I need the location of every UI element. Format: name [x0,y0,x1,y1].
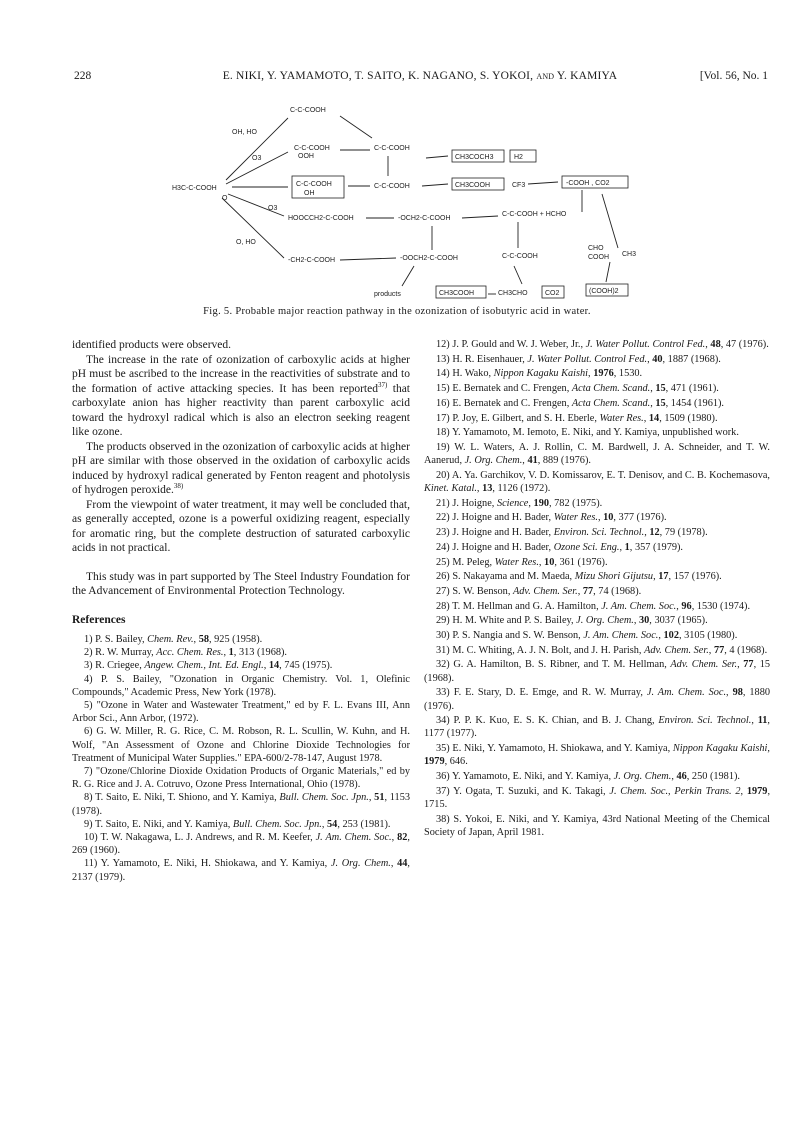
reference-n: 24) [436,541,450,553]
reference-v: 1 [228,647,234,659]
reference-v: 15 [655,383,666,395]
reference-j: Adv. Chem. Ser. [644,644,709,656]
reference-pre: T. M. Hellman and G. A. Hamilton, [452,600,602,612]
reference-item [424,353,770,366]
reference-post: , 269 (1960). [72,832,410,857]
reference-v: 98 [732,687,743,699]
label-cf3: CF3 [512,182,526,189]
paragraph-products-text: The products observed in the ozonization of carboxylic acids at higher pH are similar with those observed in the oxidation of carboxylic acids induced by hydroxyl radical generated by Fenton reagent and photolysis of hydrogen peroxide. [72,440,410,496]
reference-pre: S. Yokoi, E. Niki, and Y. Kamiya, 43rd National Meeting of the Chemical Society of Japan, April 1981. [424,813,770,838]
reference-j: Water Res. [494,556,539,568]
reference-n: 30) [436,630,450,642]
reference-pre: G. A. Hamilton, B. S. Ribner, and T. M. Hellman, [453,659,671,671]
reference-pre: R. Criegee, [95,660,145,672]
reference-m: , [538,556,545,568]
reference-item [424,614,770,627]
reference-item [424,441,770,467]
reference-m: , [647,353,653,365]
reference-m: , [619,541,625,553]
reference-n: 7) [84,766,93,778]
reference-j: Water Res. [553,512,598,524]
reference-item [424,742,770,768]
header-authors: E. NIKI, Y. YAMAMOTO, T. SAITO, K. NAGANO, S. YOKOI, and Y. KAMIYA [222,70,618,82]
label-cho: CHO [588,245,604,252]
reference-pre: "Ozone in Water and Wastewater Treatment," ed by F. L. Evans III, Ann Arbor Sci., Ann Arbor, (1972). [72,700,410,725]
reference-v: 96 [681,600,692,612]
reference-m: , [597,512,604,524]
reference-j: Acta Chem. Scand. [571,397,651,409]
reference-j: Water Res. [599,412,644,424]
reference-n: 23) [436,527,450,539]
reference-post: , 745 (1975). [279,660,333,672]
reference-post: , 782 (1975). [549,497,603,509]
reference-m: , [671,771,677,783]
label-hydroperoxide: C-C-COOH [294,145,330,152]
reference-m: , [705,339,711,350]
reference-pre: T. Saito, E. Niki, and Y. Kamiya, [94,818,233,830]
reference-v: 14 [268,660,280,672]
reference-post: , 74 (1968). [593,585,642,597]
reference-j: Nippon Kagaku Kaishi [672,743,768,755]
reference-post: , 1509 (1980). [659,412,718,424]
reference-pre: G. W. Miller, R. G. Rice, C. M. Robson, R. L. Scullin, W. Kuhn, and H. Wolf, "An Assessment of Ozone and Chlorine Dioxide Technologies for Treatment of Municipal Water Supplies." EPA-600/2-78-147, August 1978. [72,726,410,764]
reference-n: 31) [436,644,450,656]
label-alkoxy: C-C-COOH [374,145,410,152]
reference-pre: P. S. Bailey, "Ozonation in Organic Chemistry. Vol. 1, Olefinic Compounds," Academic Press, New York (1978). [72,673,410,698]
reference-item [424,526,770,539]
reference-pre: P. P. K. Kuo, E. S. K. Chian, and B. J. Chang, [453,715,659,727]
reference-post: , 357 (1979). [629,541,683,553]
reference-v: 1976 [593,368,614,380]
label-cooh-co2: -COOH , CO2 [566,180,610,187]
label-ooh: OOH [298,153,314,160]
reference-pre: S. Nakayama and M. Maeda, [452,571,575,583]
reference-j: J. Water Pollut. Control Fed. [527,353,648,365]
reference-j: J. Org. Chem. [613,771,672,783]
reference-m: , [577,585,583,597]
reference-item [424,686,770,712]
reference-m: , [390,858,398,870]
paragraph-acknowledgment: This study was in part supported by The Steel Industry Foundation for the Advancement of Environmental Protection Technology. [72,570,410,597]
reference-item [424,714,770,740]
label-keto2: C-C-COOH [502,253,538,260]
reference-post: , 47 (1976). [720,339,769,350]
reference-pre: R. W. Murray, [95,647,157,659]
reference-n: 21) [436,497,450,509]
figure-caption: Fig. 5. Probable major reaction pathway in the ozonization of isobutyric acid in water. [203,306,591,317]
reference-item [72,818,410,831]
references-list-right [424,338,770,839]
reference-post: , 313 (1968). [233,647,287,659]
reference-n: 8) [84,792,93,804]
reference-post: , 15 (1968). [424,659,771,684]
reference-n: 17) [436,412,450,424]
reference-j: Bull. Chem. Soc. Jpn. [279,792,369,804]
reference-v: 17 [658,571,669,583]
reference-pre: J. Hoigne and H. Bader, [452,512,554,524]
reference-m: , [653,571,659,583]
reference-j: Acc. Chem. Res. [156,647,224,659]
reference-item [424,658,770,684]
reference-pre: J. Hoigne and H. Bader, [452,527,554,539]
reference-j: Environ. Sci. Technol. [658,715,752,727]
reference-item [72,765,410,791]
reference-item [72,791,410,817]
reference-n: 25) [436,556,450,568]
reference-n: 29) [436,615,450,627]
reference-m: , [650,397,656,409]
reference-pre: J. P. Gould and W. J. Weber, Jr., [452,339,586,350]
reference-v: 12 [649,527,660,539]
label-hooc: HOOCCH2-C-COOH [288,215,354,222]
reaction-scheme-figure [170,98,650,306]
reference-j: J. Water Pollut. Control Fed. [585,339,706,350]
label-acetic-bottom: CH3COOH [439,290,475,297]
reference-j: Chem. Rev. [147,634,194,645]
reference-n: 14) [436,368,450,380]
reference-n: 28) [436,600,450,612]
reference-v: 15 [655,397,666,409]
reference-post: , 1177 (1977). [424,715,770,740]
reference-pre: P. S. Bailey, [95,634,148,645]
reference-n: 11) [84,858,98,870]
reference-post: , 157 (1976). [668,571,722,583]
reference-post: , 377 (1976). [613,512,667,524]
reference-v: 44 [397,858,408,870]
reference-item [72,659,410,672]
reference-n: 18) [436,427,450,439]
reference-v: 41 [527,455,538,467]
reference-item [72,673,410,699]
reference-v: 82 [397,832,408,844]
reference-n: 1) [84,634,93,645]
label-oxalic: (COOH)2 [589,288,619,295]
reference-item [72,831,410,857]
reference-item [72,857,410,883]
label-acetaldehyde: CH3CHO [498,290,528,297]
reference-n: 36) [436,771,450,783]
reference-j: Mizu Shori Gijutsu [574,571,654,583]
reference-item [424,338,770,351]
reference-m: , [476,483,483,495]
reference-pre: H. Wako, [452,368,494,380]
reference-item [424,426,770,439]
reference-v: 46 [676,771,687,783]
reference-post: , 925 (1958). [209,634,263,645]
reference-post: , 1126 (1972). [492,483,551,495]
reference-v: 13 [482,483,493,495]
reference-j: Acta Chem. Scand. [571,383,651,395]
reference-j: Environ. Sci. Technol. [553,527,645,539]
reference-pre: Y. Yamamoto, E. Niki, H. Shiokawa, and Y. Kamiya, [100,858,331,870]
reference-item [72,633,410,646]
reference-pre: J. Hoigne and H. Bader, [452,541,554,553]
reference-pre: T. Saito, E. Niki, T. Shiono, and Y. Kamiya, [95,792,280,804]
label-keto-hcho: C-C-COOH + HCHO [502,211,567,218]
label-top-acid: C-C-COOH [290,107,326,114]
reference-post: , 471 (1961). [665,383,719,395]
left-column [72,338,410,884]
reference-pre: M. Peleg, [452,556,495,568]
reference-item [424,770,770,783]
reference-m: , [368,792,375,804]
reference-v: 30 [639,615,650,627]
reference-post: , 1454 (1961). [665,397,724,409]
reference-n: 37) [436,785,450,797]
reference-n: 15) [436,383,450,395]
reference-n: 34) [436,715,450,727]
reference-post: , 1715. [424,785,771,810]
label-cooh: COOH [588,254,609,261]
references-list-left [72,633,410,884]
reference-m: , [588,368,594,380]
paragraph-products [72,440,410,498]
reference-m: , [633,615,639,627]
reference-j: J. Chem. Soc., Perkin Trans. 2 [609,785,741,797]
label-substrate-o: O [222,195,228,202]
reference-item [424,511,770,524]
paragraph-ph-text-a: The increase in the rate of ozonization of carboxylic acids at higher pH must be ascribed to the increase in the reactivities of substrate and to the formation of active attacking species. It has been reported [72,353,410,395]
reference-post: , 79 (1978). [659,527,708,539]
right-column [424,338,770,841]
reference-j: J. Am. Chem. Soc. [315,832,392,844]
reference-j: Adv. Chem. Ser. [512,585,578,597]
reference-item [424,382,770,395]
reference-pre: T. W. Nakagawa, L. J. Andrews, and R. M. Keefer, [100,832,316,844]
reference-n: 33) [436,687,450,699]
reference-pre: E. Bernatek and C. Frengen, [452,397,572,409]
reference-pre: A. Ya. Garchikov, V. D. Komissarov, E. T. Denisov, and C. B. Kochemasova, [451,469,770,481]
reference-pre: M. C. Whiting, A. J. N. Bolt, and J. H. Parish, [452,644,645,656]
label-acetic: CH3COOH [455,182,491,189]
reference-n: 9) [84,818,93,830]
reference-pre: P. Joy, E. Gilbert, and S. H. Eberle, [452,412,600,424]
reference-pre: J. Hoigne, [452,497,497,509]
label-substrate: H3C-C-COOH [172,185,217,192]
scheme-arrows [222,116,618,294]
label-peroxy: -OOCH2-C-COOH [400,255,458,262]
reference-v: 77 [743,659,754,671]
reference-j: J. Am. Chem. Soc. [583,630,659,642]
label-peroxy-mid: -OCH2-C-COOH [398,215,451,222]
reference-post: , 1530. [613,368,643,380]
reference-v: 48 [710,339,721,350]
reference-v: 58 [198,634,209,645]
reference-pre: E. Bernatek and C. Frengen, [452,383,572,395]
reference-m: , [391,832,398,844]
reference-m: , [644,527,650,539]
label-boxed-oh: OH [304,190,315,197]
reference-j: Adv. Chem. Ser. [670,659,738,671]
reference-post: , 250 (1981). [686,771,740,783]
reference-v: 14 [648,412,660,424]
reference-pre: P. S. Nangia and S. W. Benson, [452,630,584,642]
reference-pre: "Ozone/Chlorine Dioxide Oxidation Products of Organic Materials," ed by R. G. Rice and J. A. Cotruvo, Ozone Press International, Ohio (1978). [72,766,410,791]
reference-m: , [676,600,682,612]
reference-m: , [740,785,747,797]
reference-v: 1979 [746,785,768,797]
reference-n: 38) [436,813,450,825]
reference-v: 51 [374,792,385,804]
reference-item [72,699,410,725]
reference-pre: S. W. Benson, [452,585,513,597]
reference-v: 1979 [424,756,445,768]
reference-n: 19) [436,441,450,453]
reference-m: , [193,634,199,645]
reference-j: Nippon Kagaku Kaishi [493,368,589,380]
reference-item [424,541,770,554]
reference-post: , 361 (1976). [554,556,608,568]
reference-m: , [708,644,714,656]
reference-j: J. Org. Chem. [330,858,391,870]
label-ch3: CH3 [622,251,637,258]
reference-post: , 4 (1968). [724,644,768,656]
reference-v: 77 [713,644,725,656]
reference-j: Kinet. Katal. [424,483,477,495]
reference-v: 1 [624,541,630,553]
reference-post: , 889 (1976). [537,455,591,467]
reference-n: 16) [436,397,450,409]
reference-m: , [643,412,649,424]
reference-v: 40 [652,353,663,365]
reference-n: 6) [84,726,93,738]
reference-item [72,646,410,659]
reference-v: 77 [582,585,594,597]
reference-j: Angew. Chem., Int. Ed. Engl. [144,660,264,672]
reference-m: , [658,630,664,642]
reference-n: 22) [436,512,450,524]
label-ch2-radical: -CH2-C-COOH [288,257,336,264]
label-products: products [374,291,401,298]
reference-post: , 1887 (1968). [662,353,721,365]
reference-m: , [726,687,733,699]
reference-v: 102 [663,630,679,642]
reference-v: 11 [757,715,768,727]
reference-item [424,644,770,657]
reference-j: Bull. Chem. Soc. Jpn. [232,818,322,830]
reference-pre: H. M. White and P. S. Bailey, [452,615,577,627]
reference-item [424,469,770,495]
reference-item [424,412,770,425]
references-heading: References [72,613,126,626]
label-o3-lower: O3 [268,205,278,212]
reference-post: , 1530 (1974). [691,600,751,612]
reference-j: J. Org. Chem. [576,615,634,627]
reference-post: , 646. [444,756,468,768]
label-co2: CO2 [545,290,560,297]
label-o-ho-bottom: O, HO [236,239,256,246]
reference-n: 12) [436,339,450,350]
label-oh-ho-top: OH, HO [232,129,257,136]
page-number: 228 [74,70,92,82]
reference-pre: W. L. Waters, A. J. Rollin, C. M. Bardwell, J. A. Schneider, and T. W. Aanerud, [424,441,771,467]
reference-n: 32) [436,659,450,671]
reference-item [424,397,770,410]
reference-m: , [767,743,770,755]
reference-n: 4) [84,673,93,685]
running-header [72,70,768,86]
reference-m: , [522,455,528,467]
reference-m: , [528,497,534,509]
reference-pre: E. Niki, Y. Yamamoto, H. Shiokawa, and Y. Kamiya, [452,743,673,755]
reference-post: , 253 (1981). [337,818,391,830]
citation-37: 37) [377,380,388,389]
reference-j: J. Am. Chem. Soc. [646,687,727,699]
reference-j: J. Org. Chem. [464,455,523,467]
paragraph-ph-text-b: that carboxylate anion has higher reactivity than parent carboxylic acid toward the hydroxyl radical which is also an electron seeking reagent like ozone. [72,382,410,438]
reference-n: 26) [436,571,450,583]
reference-pre: H. R. Eisenhauer, [452,353,528,365]
paragraph-water-treatment: From the viewpoint of water treatment, it may well be concluded that, as generally accepted, ozone is a powerful oxidizing reagent, especially for aromatic ring, but the complete destruction of saturated carboxylic acids in not practical. [72,498,410,554]
reference-item [424,629,770,642]
reference-post: , 2137 (1979). [72,858,410,883]
reference-n: 2) [84,647,93,659]
reference-pre: Y. Ogata, T. Suzuki, and K. Takagi, [453,785,610,797]
reference-m: , [263,660,269,672]
reference-n: 10) [84,832,98,844]
label-o3-upper: O3 [252,155,262,162]
reference-v: 10 [603,512,614,524]
label-h2: H2 [514,154,523,161]
reference-m: , [751,715,758,727]
paragraph-ph-increase [72,353,410,440]
reference-n: 20) [436,469,450,481]
reference-m: , [737,659,744,671]
reference-item [424,367,770,380]
citation-38: 38) [173,482,184,491]
reference-m: , [321,818,328,830]
reference-n: 5) [84,700,93,712]
reference-post: , 3105 (1980). [678,630,738,642]
reference-n: 35) [436,743,450,755]
reference-n: 27) [436,585,450,597]
reference-v: 10 [544,556,555,568]
reference-item [424,497,770,510]
reference-j: J. Am. Chem. Soc. [601,600,677,612]
reference-m: , [223,647,229,659]
reference-post: , 1880 (1976). [424,687,770,712]
reference-item [424,813,770,839]
reference-item [424,570,770,583]
reference-item [424,600,770,613]
paragraph-continued: identified products were observed. [72,339,232,351]
reference-m: , [650,383,656,395]
reference-j: Science [496,497,529,509]
reference-pre: F. E. Stary, D. E. Emge, and R. W. Murray, [453,687,647,699]
reference-post: , 3037 (1965). [649,615,708,627]
label-boxed-mid: C-C-COOH [296,181,332,188]
reference-pre: Y. Yamamoto, M. Iemoto, E. Niki, and Y. Kamiya, unpublished work. [451,427,739,439]
reference-j: Ozone Sci. Eng. [553,541,620,553]
header-volume: [Vol. 56, No. 1 [699,70,768,82]
label-acetone: CH3COCH3 [455,154,494,161]
reference-item [424,785,770,811]
reference-post: , 1153 (1978). [72,792,410,817]
reference-item [72,725,410,765]
reference-v: 190 [533,497,549,509]
reference-n: 3) [84,660,93,672]
label-radical-mid: C-C-COOH [374,183,410,190]
reference-v: 54 [327,818,338,830]
reference-n: 13) [436,353,450,365]
reference-pre: Y. Yamamoto, E. Niki, and Y. Kamiya, [451,771,614,783]
reference-item [424,585,770,598]
reference-item [424,556,770,569]
